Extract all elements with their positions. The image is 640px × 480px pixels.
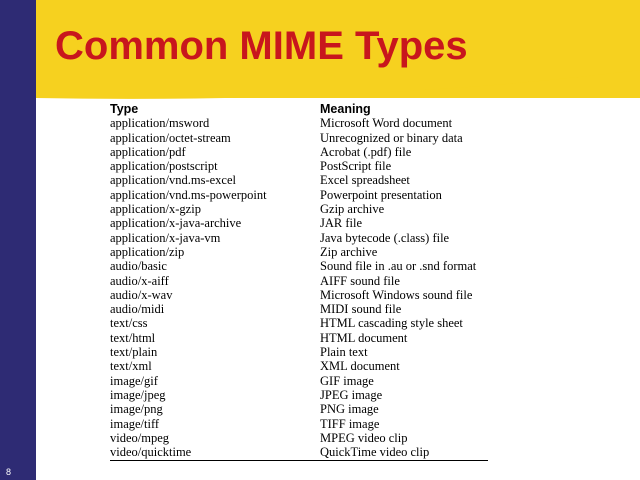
table-row <box>110 445 488 459</box>
meaning-cell: AIFF sound file <box>320 273 400 288</box>
table-row <box>110 431 488 445</box>
meaning-cell: Microsoft Windows sound file <box>320 287 473 302</box>
mime-type-cell: image/png <box>110 402 163 417</box>
meaning-cell: MIDI sound file <box>320 302 402 317</box>
table-row <box>110 216 488 230</box>
meaning-cell: HTML document <box>320 330 408 345</box>
slide-title: Common MIME Types <box>55 24 468 68</box>
table-row <box>110 417 488 431</box>
table-body <box>110 116 488 459</box>
meaning-cell: Sound file in .au or .snd format <box>320 259 477 274</box>
table-row <box>110 274 488 288</box>
mime-type-cell: application/vnd.ms-powerpoint <box>110 187 267 202</box>
table-row <box>110 359 488 373</box>
meaning-cell: MPEG video clip <box>320 430 408 445</box>
table-header-row <box>110 102 488 116</box>
mime-type-cell: application/zip <box>110 244 185 259</box>
mime-type-cell: audio/midi <box>110 302 165 317</box>
mime-type-cell: text/xml <box>110 359 152 374</box>
table-row <box>110 331 488 345</box>
table-row <box>110 288 488 302</box>
table-row <box>110 202 488 216</box>
mime-types-table <box>110 102 488 459</box>
meaning-cell: Unrecognized or binary data <box>320 130 463 145</box>
meaning-cell: Java bytecode (.class) file <box>320 230 450 245</box>
mime-type-cell: application/postscript <box>110 159 218 174</box>
table-row <box>110 402 488 416</box>
table-row <box>110 345 488 359</box>
mime-type-cell: text/plain <box>110 345 158 360</box>
table-row <box>110 388 488 402</box>
mime-type-cell: video/mpeg <box>110 430 170 445</box>
meaning-cell: Plain text <box>320 345 368 360</box>
meaning-cell: TIFF image <box>320 416 380 431</box>
meaning-cell: Acrobat (.pdf) file <box>320 144 412 159</box>
meaning-cell: Gzip archive <box>320 202 385 217</box>
meaning-cell: GIF image <box>320 373 374 388</box>
mime-type-cell: audio/basic <box>110 259 167 274</box>
column-header-meaning: Meaning <box>320 102 371 117</box>
meaning-cell: Zip archive <box>320 244 378 259</box>
mime-type-cell: application/pdf <box>110 144 186 159</box>
mime-type-cell: application/x-java-archive <box>110 216 242 231</box>
table-row <box>110 374 488 388</box>
mime-type-cell: application/msword <box>110 116 210 131</box>
mime-type-cell: audio/x-wav <box>110 287 173 302</box>
table-row <box>110 245 488 259</box>
table-bottom-rule <box>110 460 488 461</box>
meaning-cell: Microsoft Word document <box>320 116 453 131</box>
mime-type-cell: application/octet-stream <box>110 130 231 145</box>
table-row <box>110 131 488 145</box>
mime-type-cell: text/css <box>110 316 148 331</box>
table-row <box>110 145 488 159</box>
meaning-cell: Powerpoint presentation <box>320 187 442 202</box>
mime-type-cell: text/html <box>110 330 156 345</box>
meaning-cell: QuickTime video clip <box>320 445 430 460</box>
meaning-cell: Excel spreadsheet <box>320 173 410 188</box>
table-row <box>110 159 488 173</box>
table-row <box>110 116 488 130</box>
meaning-cell: XML document <box>320 359 400 374</box>
meaning-cell: JAR file <box>320 216 363 231</box>
meaning-cell: PostScript file <box>320 159 392 174</box>
mime-type-cell: audio/x-aiff <box>110 273 169 288</box>
mime-type-cell: image/jpeg <box>110 387 166 402</box>
column-header-type: Type <box>110 102 139 117</box>
meaning-cell: HTML cascading style sheet <box>320 316 463 331</box>
table-row <box>110 173 488 187</box>
mime-type-cell: application/x-gzip <box>110 202 201 217</box>
meaning-cell: PNG image <box>320 402 379 417</box>
table-row <box>110 302 488 316</box>
mime-type-cell: application/x-java-vm <box>110 230 221 245</box>
mime-type-cell: image/tiff <box>110 416 160 431</box>
mime-type-cell: application/vnd.ms-excel <box>110 173 237 188</box>
mime-type-cell: video/quicktime <box>110 445 192 460</box>
meaning-cell: JPEG image <box>320 387 383 402</box>
sidebar-bar <box>0 0 36 480</box>
mime-type-cell: image/gif <box>110 373 158 388</box>
table-row <box>110 259 488 273</box>
table-row <box>110 231 488 245</box>
table-row <box>110 188 488 202</box>
table-row <box>110 316 488 330</box>
page-number: 8 <box>6 467 12 477</box>
